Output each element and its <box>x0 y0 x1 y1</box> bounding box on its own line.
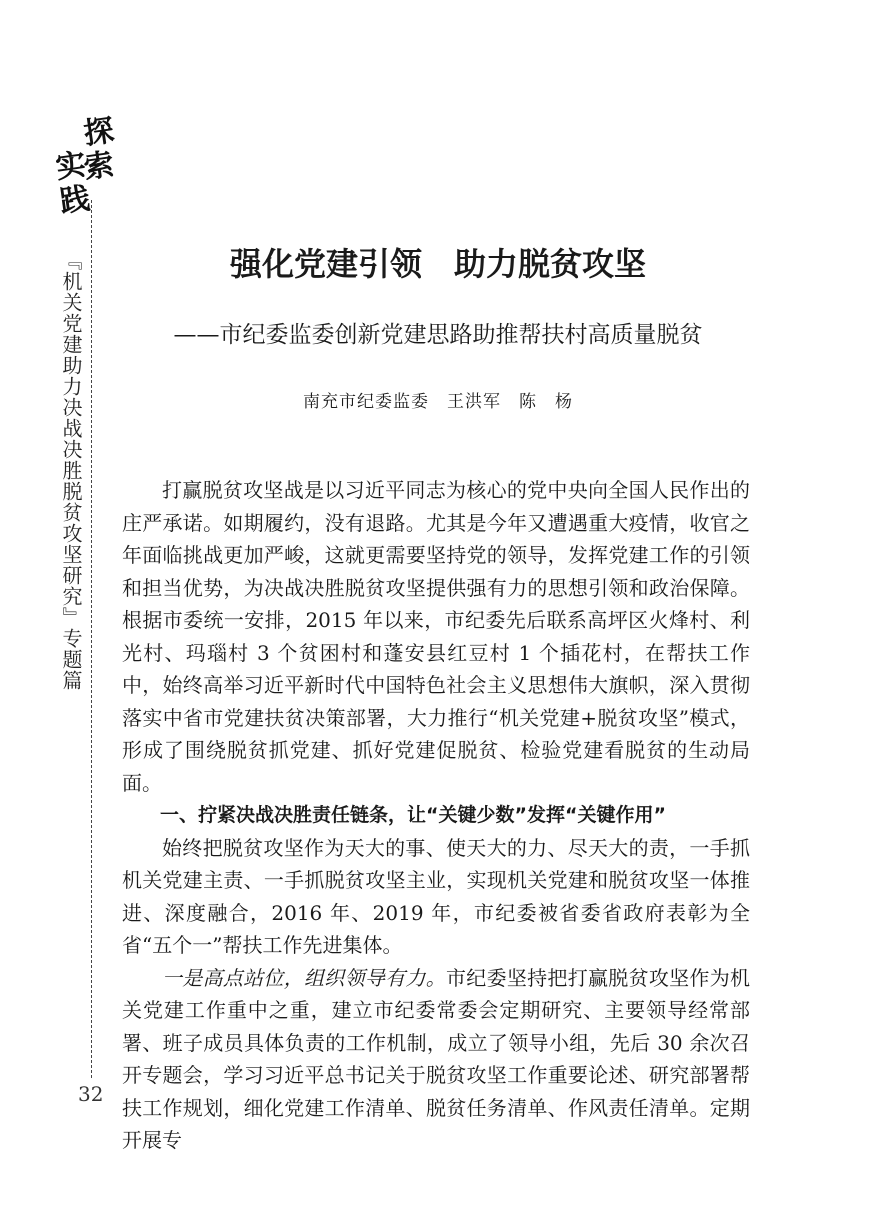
side-dashed-divider <box>91 200 92 1078</box>
paragraph-text: 市纪委坚持把打赢脱贫攻坚作为机关党建工作重中之重，建立市纪委常委会定期研究、主要领导经常部署、班子成员具体负责的工作机制，成立了领导小组，先后 30 余次召开专题会，学习习近平总书记关于脱贫攻坚工作重要论述、研究部署帮扶工作规划，细化党建工作清单、脱贫任务清单、作风责任清单。定期开展专 <box>122 965 750 1152</box>
brand-glyph: 探 <box>81 113 117 152</box>
column-brand-logo <box>53 113 118 228</box>
paragraph: 始终把脱贫攻坚作为天大的事、使天大的力、尽天大的责，一手抓机关党建主责、一手抓脱贫攻坚主业，实现机关党建和脱贫攻坚一体推进、深度融合，2016 年、2019 年，市纪委被省委省政府表彰为全省“五个一”帮扶工作先进集体。 <box>122 835 750 957</box>
article-body <box>122 474 750 1157</box>
brand-glyph: 实 <box>53 147 89 186</box>
article-title: 强化党建引领 助力脱贫攻坚 <box>229 245 646 283</box>
article-subtitle: ——市纪委监委创新党建思路助推帮扶村高质量脱贫 <box>173 322 703 348</box>
brand-glyph: 践 <box>57 181 93 220</box>
series-label: 『机关党建助力决战决胜脱贫攻坚研究』专题篇 <box>59 250 83 691</box>
paragraph <box>122 962 750 1157</box>
page-number: 32 <box>78 1082 104 1106</box>
paragraph: 打赢脱贫攻坚战是以习近平同志为核心的党中央向全国人民作出的庄严承诺。如期履约，没有退路。尤其是今年又遭遇重大疫情，收官之年面临挑战更加严峻，这就更需要坚持党的领导，发挥党建工作的引领和担当优势，为决战决胜脱贫攻坚提供强有力的思想引领和政治保障。根据市委统一安排，2015 年以来，市纪委先后联系高坪区火烽村、利光村、玛瑙村 3 个贫困村和蓬安县红豆村 1 个插花村，在帮扶工作中，始终高举习近平新时代中国特色社会主义思想伟大旗帜，深入贯彻落实中省市党建扶贫决策部署，大力推行“机关党建+脱贫攻坚”模式，形成了围绕脱贫抓党建、抓好党建促脱贫、检验党建看脱贫的生动局面。 <box>122 478 750 795</box>
article-byline: 南充市纪委监委 王洪军 陈 杨 <box>303 392 573 412</box>
paragraph-lead: 一是高点站位，组织领导有力。 <box>162 965 446 990</box>
section-heading: 一、拧紧决战决胜责任链条，让“关键少数”发挥“关键作用” <box>160 804 666 826</box>
brand-glyph: 索 <box>81 147 117 186</box>
